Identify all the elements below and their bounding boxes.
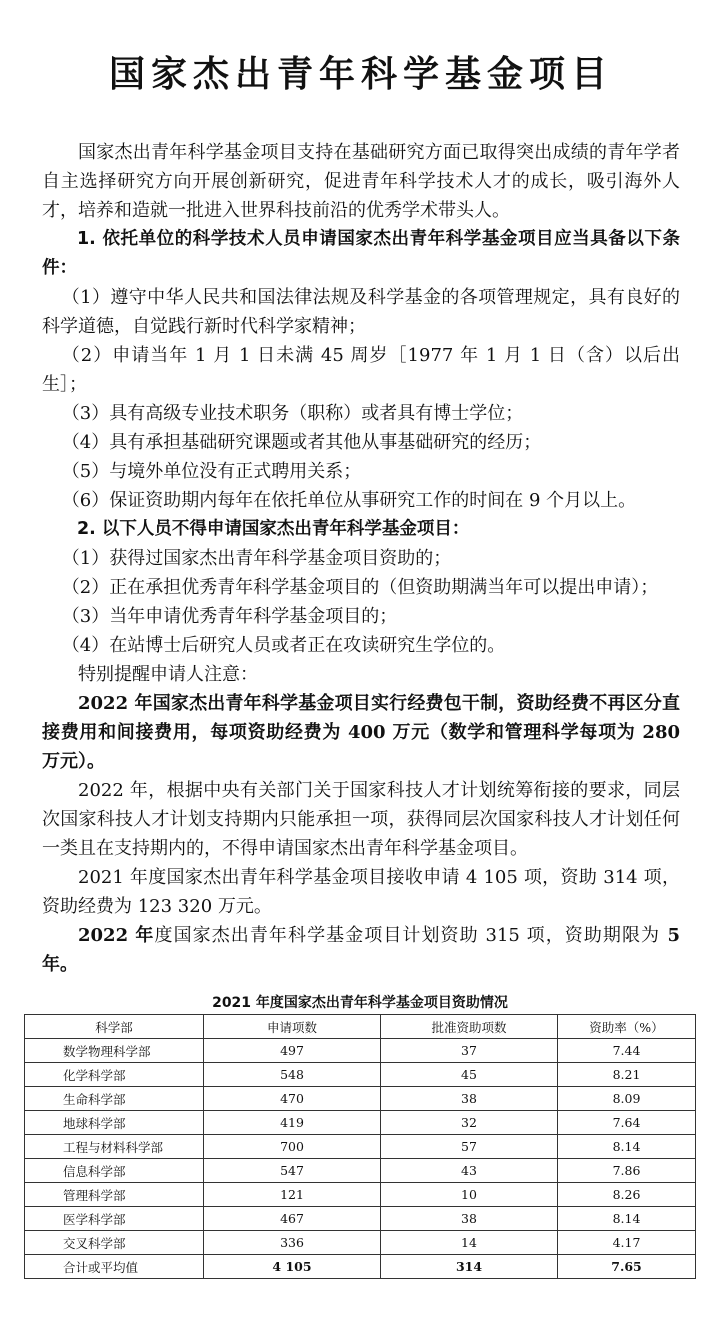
- table-row: [25, 1039, 696, 1063]
- s2-item: （1）获得过国家杰出青年科学基金项目资助的；: [61, 548, 452, 569]
- cell-total-applications: 4 105: [204, 1255, 381, 1279]
- cell-applications: 467: [204, 1207, 381, 1231]
- cell-approved: 38: [381, 1087, 558, 1111]
- table-row: [25, 1183, 696, 1207]
- cell-rate: 4.17: [558, 1231, 696, 1255]
- s1-item: （3）具有高级专业技术职务（职称）或者具有博士学位；: [61, 403, 524, 424]
- table-row: [25, 1063, 696, 1087]
- cell-approved: 37: [381, 1039, 558, 1063]
- header-department: 科学部: [25, 1015, 204, 1039]
- cell-approved: 45: [381, 1063, 558, 1087]
- cell-applications: 497: [204, 1039, 381, 1063]
- s1-item: （2）申请当年 1 月 1 日未满 45 周岁［1977 年 1 月 1 日（含）以后出生］；: [42, 345, 680, 395]
- table-row: [25, 1087, 696, 1111]
- s1-item: （5）与境外单位没有正式聘用关系；: [61, 461, 362, 482]
- plan-2022-paragraph: [42, 921, 680, 979]
- table-row: [25, 1135, 696, 1159]
- section-1-heading: 1. 依托单位的科学技术人员申请国家杰出青年科学基金项目应当具备以下条件：: [42, 229, 680, 278]
- s1-item: （1）遵守中华人民共和国法律法规及科学基金的各项管理规定，具有良好的科学道德，自觉践行新时代科学家精神；: [42, 287, 680, 337]
- funding-table-section: [24, 992, 696, 1279]
- plan-year: 2022 年: [78, 925, 155, 946]
- cell-approved: 57: [381, 1135, 558, 1159]
- cell-approved: 10: [381, 1183, 558, 1207]
- policy-note-paragraph: 2022 年，根据中央有关部门关于国家科技人才计划统筹衔接的要求，同层次国家科技人才计划支持期内只能承担一项，获得同层次国家科技人才计划任何一类且在支持期内的，不得申请国家杰出青年科学基金项目。: [42, 780, 680, 859]
- cell-department: 生命科学部: [25, 1087, 204, 1111]
- s1-item: （6）保证资助期内每年在依托单位从事研究工作的时间在 9 个月以上。: [61, 490, 637, 511]
- plan-text: 度国家杰出青年科学基金项目计划资助 315 项，资助期限为: [154, 925, 661, 946]
- funding-table: [24, 1014, 696, 1279]
- s2-item: （2）正在承担优秀青年科学基金项目的（但资助期满当年可以提出申请）；: [61, 577, 659, 598]
- table-total-row: [25, 1255, 696, 1279]
- cell-department: 信息科学部: [25, 1159, 204, 1183]
- plan-period: 5 年。: [42, 925, 680, 975]
- cell-department: 交叉科学部: [25, 1231, 204, 1255]
- cell-department: 管理科学部: [25, 1183, 204, 1207]
- cell-approved: 14: [381, 1231, 558, 1255]
- s2-item: （3）当年申请优秀青年科学基金项目的；: [61, 606, 398, 627]
- cell-applications: 470: [204, 1087, 381, 1111]
- cell-rate: 8.21: [558, 1063, 696, 1087]
- table-row: [25, 1231, 696, 1255]
- cell-approved: 32: [381, 1111, 558, 1135]
- cell-applications: 547: [204, 1159, 381, 1183]
- s1-item: （4）具有承担基础研究课题或者其他从事基础研究的经历；: [61, 432, 542, 453]
- cell-total-approved: 314: [381, 1255, 558, 1279]
- table-row: [25, 1207, 696, 1231]
- cell-rate: 7.86: [558, 1159, 696, 1183]
- table-row: [25, 1159, 696, 1183]
- cell-rate: 8.14: [558, 1135, 696, 1159]
- cell-department: 数学物理科学部: [25, 1039, 204, 1063]
- document-title: 国家杰出青年科学基金项目: [108, 54, 613, 95]
- cell-applications: 700: [204, 1135, 381, 1159]
- cell-applications: 548: [204, 1063, 381, 1087]
- cell-rate: 8.09: [558, 1087, 696, 1111]
- cell-department: 医学科学部: [25, 1207, 204, 1231]
- table-header-row: [25, 1015, 696, 1039]
- cell-rate: 7.64: [558, 1111, 696, 1135]
- cell-applications: 419: [204, 1111, 381, 1135]
- cell-rate: 8.26: [558, 1183, 696, 1207]
- table-caption: 2021 年度国家杰出青年科学基金项目资助情况: [212, 995, 508, 1011]
- cell-total-rate: 7.65: [558, 1255, 696, 1279]
- funding-note-paragraph: 2022 年国家杰出青年科学基金项目实行经费包干制，资助经费不再区分直接费用和间接费用，每项资助经费为 400 万元（数学和管理科学每项为 280 万元）。: [42, 693, 680, 772]
- section-2-heading: 2. 以下人员不得申请国家杰出青年科学基金项目：: [77, 519, 470, 539]
- header-rate: 资助率（%）: [558, 1015, 696, 1039]
- cell-approved: 38: [381, 1207, 558, 1231]
- cell-rate: 7.44: [558, 1039, 696, 1063]
- cell-applications: 336: [204, 1231, 381, 1255]
- cell-rate: 8.14: [558, 1207, 696, 1231]
- s2-item: （4）在站博士后研究人员或者正在攻读研究生学位的。: [61, 635, 506, 656]
- cell-approved: 43: [381, 1159, 558, 1183]
- cell-applications: 121: [204, 1183, 381, 1207]
- cell-department: 化学科学部: [25, 1063, 204, 1087]
- header-applications: 申请项数: [204, 1015, 381, 1039]
- stats-2021-paragraph: 2021 年度国家杰出青年科学基金项目接收申请 4 105 项，资助 314 项，资助经费为 123 320 万元。: [42, 867, 680, 917]
- intro-paragraph: 国家杰出青年科学基金项目支持在基础研究方面已取得突出成绩的青年学者自主选择研究方向开展创新研究，促进青年科学技术人才的成长，吸引海外人才，培养和造就一批进入世界科技前沿的优秀学术带头人。: [42, 142, 680, 221]
- notice-line: 特别提醒申请人注意：: [78, 664, 258, 685]
- header-approved: 批准资助项数: [381, 1015, 558, 1039]
- document-body: [42, 138, 680, 979]
- table-row: [25, 1111, 696, 1135]
- cell-department: 地球科学部: [25, 1111, 204, 1135]
- cell-department: 工程与材料科学部: [25, 1135, 204, 1159]
- cell-total-label: 合计或平均值: [25, 1255, 204, 1279]
